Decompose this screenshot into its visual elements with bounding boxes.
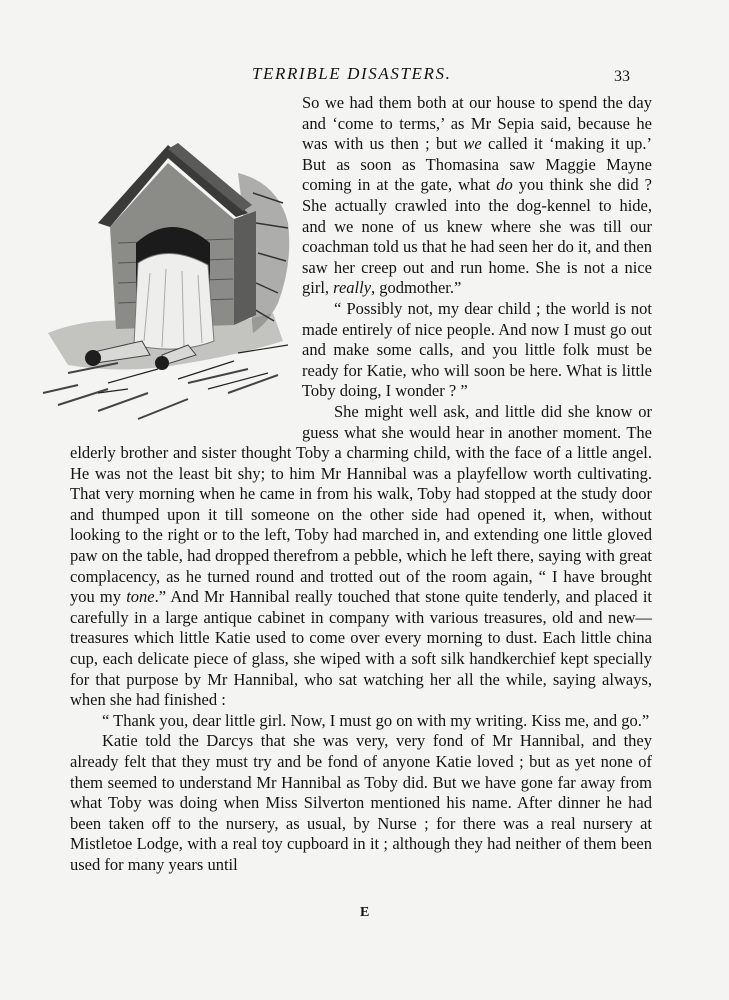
p1-text-b: called it ‘making it up.’ But as soon as Thomasina saw Maggie Mayne coming in at the gate, what (302, 134, 652, 195)
page-number: 33 (614, 68, 630, 85)
paragraph-5: Katie told the Darcys that she was very, very fond of Mr Hannibal, and they already felt that they must try and be fond of anyone Katie loved ; but as yet none of them seemed to understand Mr Hannibal as Toby did. But we have gone far away from what Toby was doing when Miss Silverton mentioned his name. After dinner he had been taken off to the nursery, as usual, by Nurse ; for there was a real nursery at Mistletoe Lodge, with a real toy cupboard in it ; although they had neither of them been used for many years until (70, 731, 652, 874)
p3-text-b: .” And Mr Hannibal really touched that stone quite tenderly, and placed it carefully in a large antique cabinet in company with various treasures, old and new—treasures which little Katie used to come over every morning to dust. Each little china cup, each delicate piece of glass, she wiped with a soft silk handkerchief kept specially for that purpose by Mr Hannibal, who sat watching her all the while, saying always, when she had finished : (70, 587, 652, 710)
paragraph-2: “ Possibly not, my dear child ; the world is not made entirely of nice people. And now I must go out and make some calls, and you little folk must be ready for Katie, who will soon be here. What is little Toby doing, I wonder ? ” (302, 298, 652, 401)
p1-emphasis-do: do (496, 175, 513, 195)
p3-text-a: She might well ask, and little did she know or guess what she would hear in another moment. The elderly brother and sister thought Toby a charming child, with the face of a little angel. He was not the least bit shy; to him Mr Hannibal was a playfellow worth cultivating. That very morning when he came in from his walk, Toby had stopped at the study door and thumped upon it till someone on the other side had opened it, when, without looking to the right or to the left, Toby had marched in, and extending one little gloved paw on the table, had dropped therefrom a pebble, which he left there, saying with great complacency, as he turned round and trotted out of the room again, “ I have brought you my (70, 401, 652, 607)
kennel-drawing (38, 93, 296, 438)
shoe-left (85, 350, 101, 366)
kennel-illustration (38, 93, 296, 438)
p1-text-d: , godmother.” (371, 278, 462, 298)
kennel-side (234, 211, 256, 325)
p3-emphasis-tone: tone (126, 587, 155, 607)
p1-emphasis-we: we (463, 134, 482, 154)
signature-mark: E (360, 905, 370, 920)
paragraph-4: “ Thank you, dear little girl. Now, I must go on with my writing. Kiss me, and go.” (102, 710, 650, 730)
p1-text-c: you think she did ? She actually crawled into the dog-kennel to hide, and we none of us knew where she was till our coachman told us that he had seen her do it, and then saw her creep out and run home. She is not a nice girl, (302, 175, 652, 298)
body-text (70, 93, 652, 876)
paragraph-3 (70, 402, 652, 711)
p1-text-a: So we had them both at our house to spend the day and ‘come to terms,’ as Mr Sepia said, because he was with us then ; but (302, 93, 652, 154)
running-title: TERRIBLE DISASTERS. (252, 64, 452, 83)
p1-emphasis-really: really (333, 278, 372, 298)
ground-scribbles (43, 363, 278, 419)
shoe-right (155, 356, 169, 370)
